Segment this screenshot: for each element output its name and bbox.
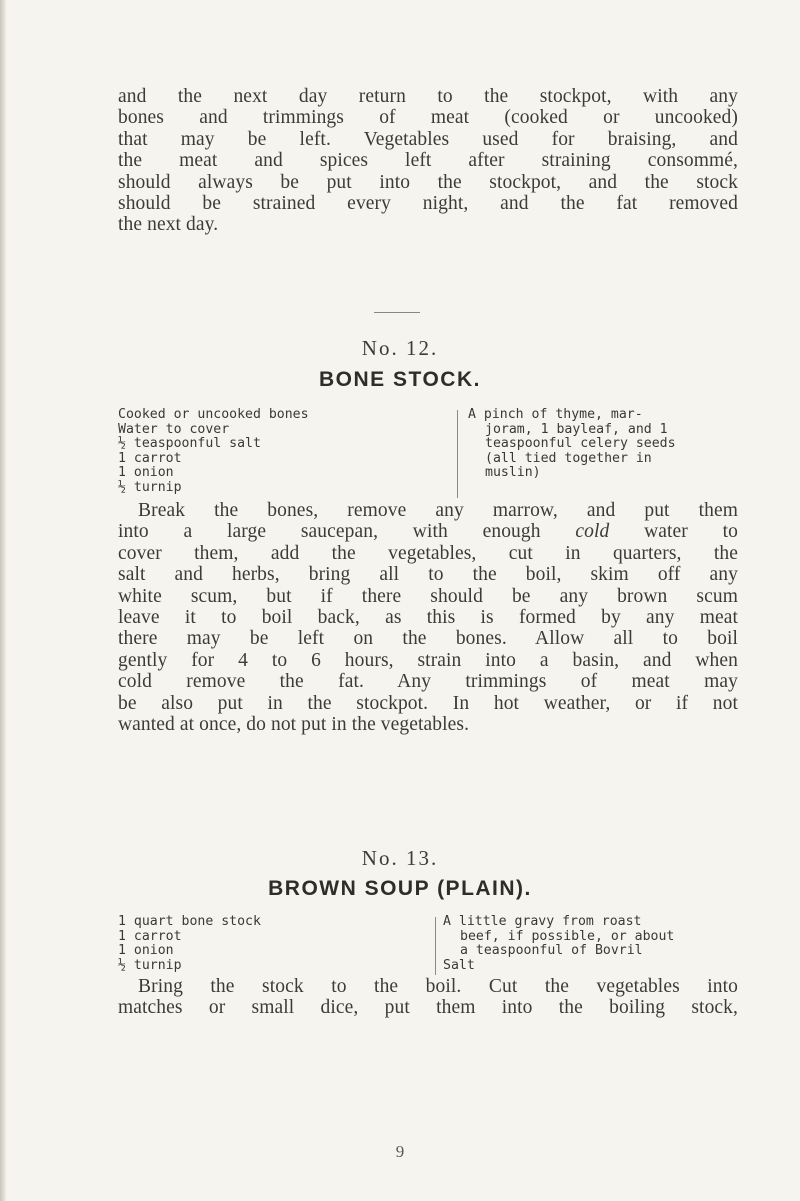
- text-line: white scum, but if there should be any brown scum: [118, 585, 738, 607]
- text-line: be also put in the stockpot. In hot weather, or if not: [118, 692, 738, 714]
- text-line: cold remove the fat. Any trimmings of meat may: [118, 671, 738, 693]
- text-line: that may be left. Vegetables used for braising, and: [118, 128, 738, 150]
- text-line: there may be left on the bones. Allow all to boil: [118, 628, 738, 650]
- recipe-method: [118, 500, 738, 735]
- text-line: the meat and spices left after straining consommé,: [118, 150, 738, 172]
- text-line: and the next day return to the stockpot, with any: [118, 86, 738, 107]
- text-line: should always be put into the stockpot, and the stock: [118, 171, 738, 193]
- ingredient-item: ½ turnip: [118, 957, 182, 973]
- ingredient-item: beef, if possible, or about: [460, 928, 675, 944]
- intro-paragraph: [118, 86, 738, 236]
- text-line: Bring the stock to the boil. Cut the vegetables into: [138, 976, 738, 997]
- ingredients-column-right: [468, 408, 676, 481]
- ingredient-item: 1 carrot: [118, 928, 182, 944]
- ingredients-column-left: [118, 915, 418, 973]
- ingredient-item: A pinch of thyme, mar-: [468, 407, 643, 422]
- section-divider: [374, 312, 420, 313]
- ingredient-item: ½ turnip: [118, 479, 182, 495]
- text-line: should be strained every night, and the fat removed: [118, 193, 738, 215]
- text-line: [118, 500, 738, 521]
- ingredient-item: 1 quart bone stock: [118, 914, 261, 929]
- ingredient-item: (all tied together in: [485, 450, 652, 466]
- ingredient-item: 1 carrot: [118, 450, 182, 466]
- recipe-method: [118, 976, 738, 1019]
- ingredient-item: a teaspoonful of Bovril: [460, 943, 643, 959]
- text-line: wanted at once, do not put in the vegetables.: [118, 714, 470, 736]
- text-line: gently for 4 to 6 hours, strain into a basin, and when: [118, 649, 738, 671]
- ingredients-column-right: [443, 915, 674, 973]
- text-line: [118, 521, 738, 542]
- ingredient-item: teaspoonful celery seeds: [485, 436, 676, 452]
- text-segment: into a large saucepan, with enough: [118, 521, 576, 543]
- text-segment: water to: [609, 521, 738, 543]
- text-segment: Break the bones, remove any marrow, and put them: [138, 500, 738, 521]
- ingredient-item: muslin): [485, 465, 541, 481]
- ingredient-item: Cooked or uncooked bones: [118, 407, 309, 422]
- text-line: leave it to boil back, as this is formed by any meat: [118, 607, 738, 629]
- text-line: cover them, add the vegetables, cut in quarters, the: [118, 542, 738, 564]
- recipe-title: BROWN SOUP (PLAIN).: [268, 877, 532, 900]
- text-line: bones and trimmings of meat (cooked or uncooked): [118, 107, 738, 129]
- column-divider: [435, 917, 436, 975]
- ingredients-list: [118, 408, 742, 500]
- emphasis-text: cold: [575, 521, 610, 543]
- ingredient-item: 1 onion: [118, 943, 174, 959]
- page-binding-edge: [0, 0, 6, 1201]
- ingredients-list: [118, 915, 742, 977]
- ingredient-item: ½ teaspoonful salt: [118, 436, 261, 452]
- page-number: 9: [395, 1142, 405, 1161]
- text-line: salt and herbs, bring all to the boil, skim off any: [118, 564, 738, 586]
- ingredients-column-left: [118, 408, 418, 496]
- ingredient-item: A little gravy from roast: [443, 914, 642, 929]
- recipe-title: BONE STOCK.: [319, 368, 481, 391]
- ingredient-item: 1 onion: [118, 465, 174, 481]
- ingredient-item: Salt: [443, 957, 475, 973]
- ingredient-item: joram, 1 bayleaf, and 1: [485, 421, 668, 437]
- text-line: matches or small dice, put them into the boiling stock,: [118, 997, 738, 1019]
- ingredient-item: Water to cover: [118, 421, 230, 437]
- column-divider: [457, 410, 458, 498]
- text-line: the next day.: [118, 214, 219, 236]
- recipe-number: No. 12.: [361, 336, 439, 360]
- recipe-number: No. 13.: [361, 846, 439, 870]
